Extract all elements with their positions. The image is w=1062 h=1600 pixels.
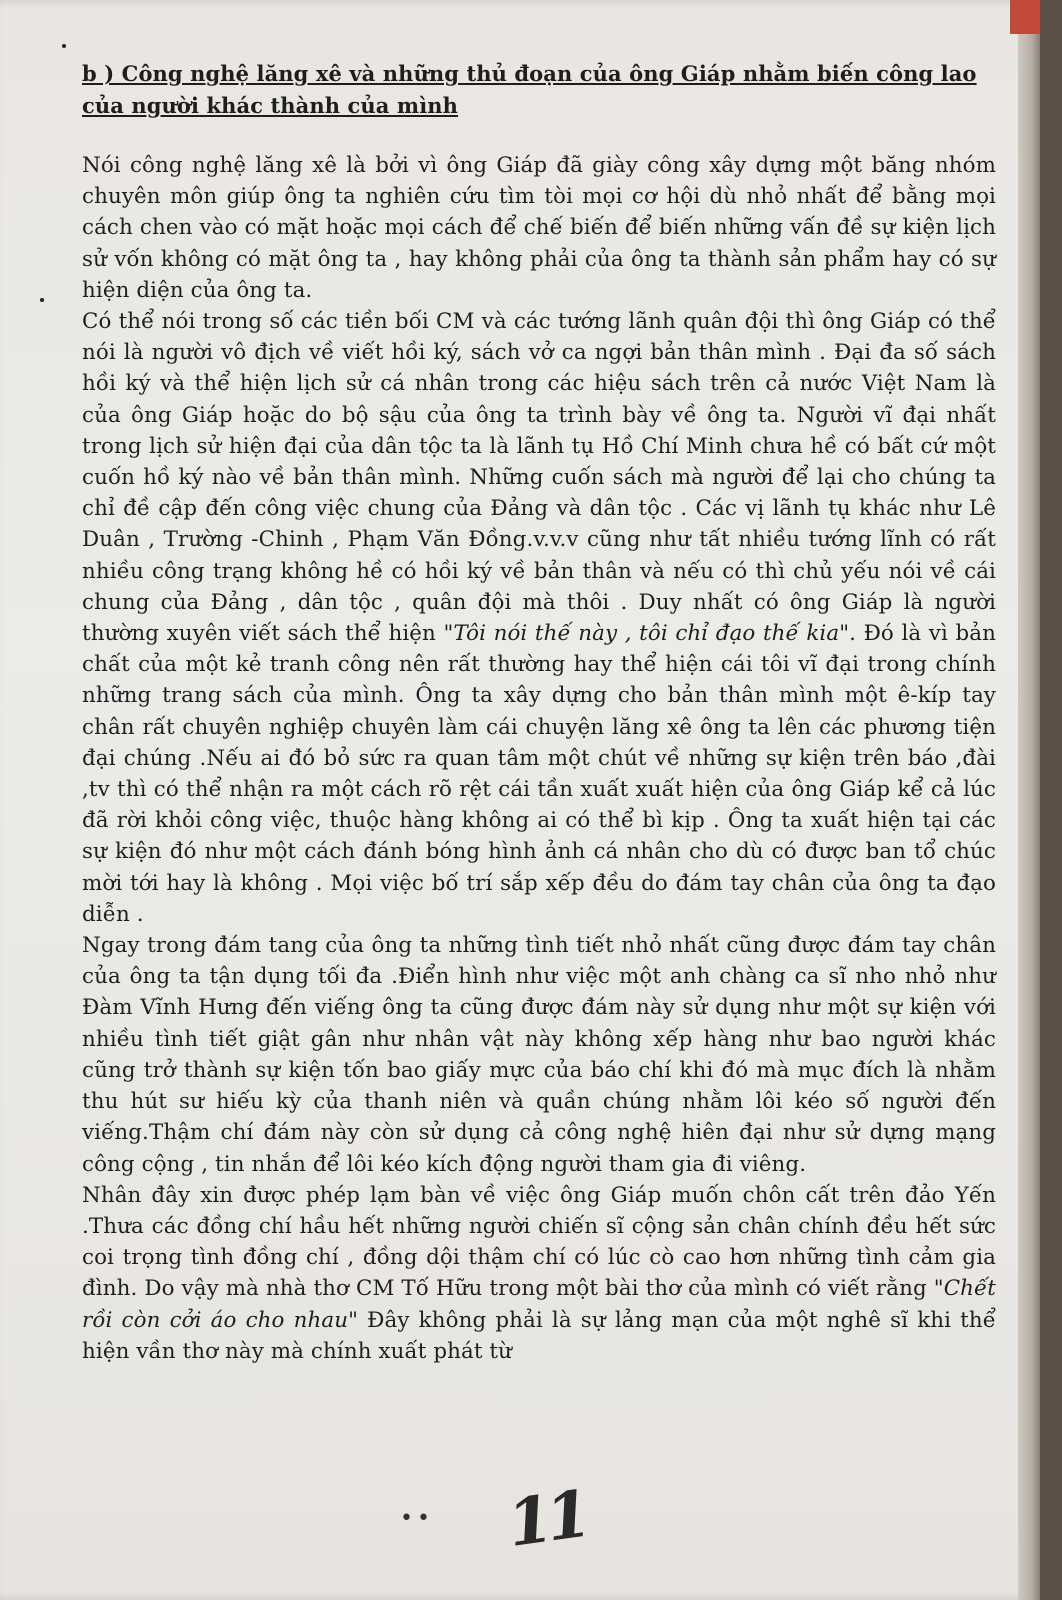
handwritten-page-number: 11 [503, 1477, 590, 1563]
paragraph-4 [82, 1180, 996, 1367]
stray-ink-marks: •• [400, 1506, 434, 1531]
page-edge-shadow [1018, 0, 1040, 1600]
paragraph-2 [82, 306, 996, 930]
quote-to-huu: Chết rồi còn cởi áo cho nhau [82, 1276, 996, 1333]
section-heading: b ) Công nghệ lăng xê và những thủ đoạn của ông Giáp nhằm biến công lao của người khác thành của mình [82, 61, 977, 118]
red-corner-mark [1010, 0, 1040, 34]
quote-toi-noi: Tôi nói thế này , tôi chỉ đạo thế kia [453, 621, 840, 647]
paragraph-2-text: Có thể nói trong số các tiền bối CM và các tướng lãnh quân đội thì ông Giáp có thể nói là người vô địch về viết hồi ký, sách vở ca ngợi bản thân mình . Đại đa số sách hồi ký và thể hiện lịch sử cá nhân trong các hiệu sách trên cả nước Việt Nam là của ông Giáp hoặc do bộ sậu của ông ta trình bày về ông ta. Người vĩ đại nhất trong lịch sử hiện đại của dân tộc ta là lãnh tụ Hồ Chí Minh chưa hề có bất cứ một cuốn hồ ký nào về bản thân mình. Những cuốn sách mà người để lại cho chúng ta chỉ đề cập đến công việc chung của Đảng và dân tộc . Các vị lãnh tụ khác như Lê Duân , Trường -Chinh , Phạm Văn Đồng.v.v.v cũng như tất nhiều tướng lĩnh có rất nhiều công trạng không hề có hồi ký về bản thân và nếu có thì chủ yếu nói về cái chung của Đảng , dân tộc , quân đội mà thôi . Duy nhất có ông Giáp là người thường xuyên viết sách thể hiện " [82, 309, 996, 647]
paragraph-3: Ngay trong đám tang của ông ta những tình tiết nhỏ nhất cũng được đám tay chân của ông ta tận dụng tối đa .Điển hình như việc một anh chàng ca sĩ nho nhỏ như Đàm Vĩnh Hưng đến viếng ông ta cũng được đám này sử dụng như một sự kiện với nhiều tình tiết giật gân như nhân vật này không xếp hàng như bao người khác cũng trở thành sự kiện tốn bao giấy mực của báo chí khi đó mà mục đích là nhằm thu hút sư hiếu kỳ của thanh niên và quần chúng nhằm lôi kéo số người đến viếng.Thậm chí đám này còn sử dụng cả công nghệ hiên đại như sử dựng mạng công cộng , tin nhắn để lôi kéo kích động người tham gia đi viêng. [82, 933, 996, 1177]
paragraph-2-continuation: ". Đó là vì bản chất của một kẻ tranh công nên rất thường hay thể hiện cái tôi vĩ đại trong chính những trang sách của mình. Ông ta xây dựng cho bản thân mình một ê-kíp tay chân rất chuyên nghiệp chuyên làm cái chuyện lăng xê ông ta lên các phương tiện đại chúng .Nếu ai đó bỏ sức ra quan tâm một chút về những sự kiện trên báo ,đài ,tv thì có thể nhận ra một cách rõ rệt cái tần xuất xuất hiện của ông Giáp kể cả lúc đã rời khỏi công việc, thuộc hàng không ai có thể bì kịp . Ông ta xuất hiện tại các sự kiện đó như một cách đánh bóng hình ảnh cá nhân cho dù có được ban tổ chúc mời tới hay là không . Mọi việc bố trí sắp xếp đều do đám tay chân của ông ta đạo diễn . [82, 621, 996, 927]
page-footer [400, 1477, 640, 1564]
ink-speck [40, 298, 44, 302]
document-body [82, 58, 996, 1367]
paragraph-1: Nói công nghệ lăng xê là bởi vì ông Giáp đã giày công xây dựng một băng nhóm chuyên môn giúp ông ta nghiên cứu tìm tòi mọi cơ hội dù nhỏ nhất để bằng mọi cách chen vào có mặt hoặc mọi cách để chế biến để biến những vấn đề sự kiện lịch sử vốn không có mặt ông ta , hay không phải của ông ta thành sản phẩm hay có sự hiện diện của ông ta. [82, 153, 996, 303]
ink-speck [62, 44, 66, 48]
paragraph-4-text: Nhân đây xin được phép lạm bàn về việc ông Giáp muốn chôn cất trên đảo Yến .Thưa các đồng chí hầu hết những người chiến sĩ cộng sản chân chính đều hết sức coi trọng tình đồng chí , đồng dội thậm chí có lúc cò cao hơn những tình cảm gia đình. Do vậy mà nhà thơ CM Tố Hữu trong một bài thơ của mình có viết rằng " [82, 1182, 996, 1302]
paragraph-4-continuation: " Đây không phải là sự lảng mạn của một nghê sĩ khi thể hiện vần thơ này mà chính xuất phát từ [82, 1307, 996, 1364]
